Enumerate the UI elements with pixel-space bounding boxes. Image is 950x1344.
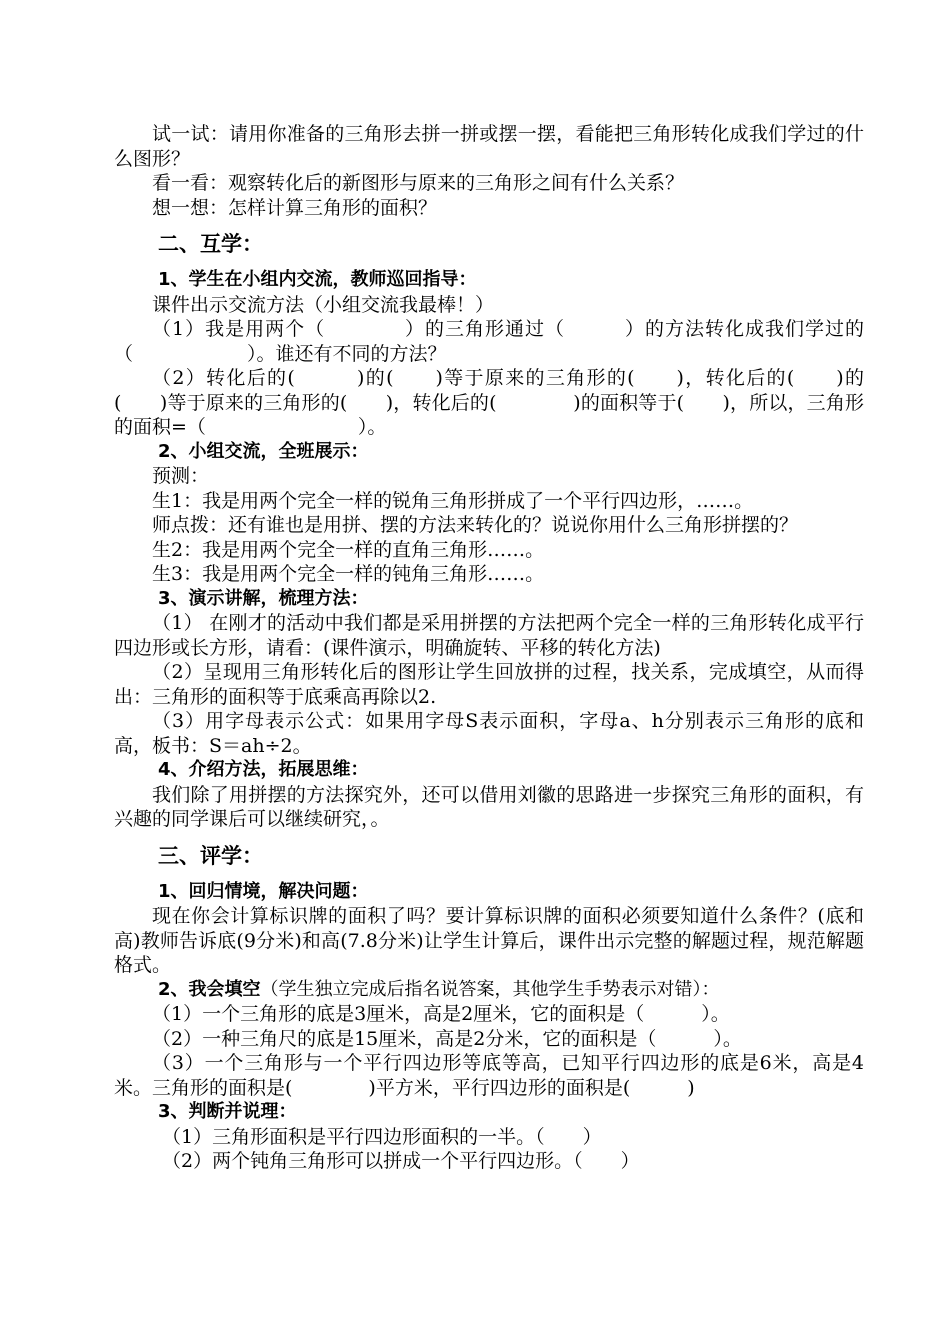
section-3-1-line: 现在你会计算标识牌的面积了吗？要计算标识牌的面积必须要知道什么条件？(底和高)教师告诉底(9分米)和高(7.8分米)让学生计算后，课件出示完整的解题过程，规范解题格式。: [114, 905, 864, 976]
section-3-title: 三、评学：: [158, 843, 263, 868]
section-3-3-heading: 3、判断并说理：: [158, 1101, 297, 1122]
section-3-2-note: （学生独立完成后指名说答案，其他学生手势表示对错）：: [260, 978, 720, 1000]
section-2-title: 二、互学：: [158, 232, 263, 256]
section-2-2-heading: 2、小组交流，全班展示：: [158, 440, 369, 462]
section-3-2-line: （1）一个三角形的底是3厘米，高是2厘米，它的面积是（ ）。: [152, 1003, 730, 1025]
section-2-4-line: 我们除了用拼摆的方法探究外，还可以借用刘徽的思路进一步探究三角形的面积，有兴趣的同学课后可以继续研究，。: [114, 783, 864, 830]
section-2-3-line: （2）呈现用三角形转化后的图形让学生回放拼的过程，找关系，完成填空，从而得出：三角形的面积等于底乘高再除以2.: [114, 661, 864, 708]
section-2-1-line: 课件出示交流方法（小组交流我最棒！）: [152, 293, 495, 316]
section-2-3-line: （1） 在刚才的活动中我们都是采用拼摆的方法把两个完全一样的三角形转化成平行四边形或长方形，请看：(课件演示，明确旋转、平移的转化方法): [114, 612, 864, 659]
section-2-2-line: 生2：我是用两个完全一样的直角三角形……。: [152, 538, 545, 561]
section-2-1-line: （2）转化后的( )的( )等于原来的三角形的( )，转化后的( )的( )等于原来的三角形的( )，转化后的( )的面积等于( )，所以，三角形的面积=（ ）。: [114, 367, 864, 438]
section-2-3-heading: 3、演示讲解，梳理方法：: [158, 587, 369, 609]
section-2-2-line: 生3：我是用两个完全一样的钝角三角形……。: [152, 563, 545, 585]
section-3-2-line: （3）一个三角形与一个平行四边形等底等高，已知平行四边形的底是6米，高是4米。三角形的面积是( )平方米，平行四边形的面积是( ): [114, 1052, 864, 1099]
section-2-4-heading: 4、介绍方法，拓展思维：: [158, 759, 369, 780]
section-2-1-line: （1）我是用两个（ ）的三角形通过（ ）的方法转化成我们学过的（ ）。谁还有不同的方法？: [114, 318, 864, 365]
section-3-2-heading-text: 2、我会填空: [158, 978, 261, 1000]
intro-look: 看一看：观察转化后的新图形与原来的三角形之间有什么关系？: [152, 172, 685, 194]
intro-think: 想一想：怎样计算三角形的面积？: [152, 196, 438, 219]
section-3-2-line: （2）一种三角尺的底是15厘米，高是2分米，它的面积是（ ）。: [152, 1027, 742, 1050]
section-2-2-line: 生1：我是用两个完全一样的锐角三角形拼成了一个平行四边形，……。: [152, 489, 754, 512]
section-2-1-heading: 1、学生在小组内交流，教师巡回指导：: [158, 269, 477, 290]
section-3-2-heading: [114, 978, 864, 1003]
section-3-1-heading: 1、回归情境，解决问题：: [158, 880, 369, 902]
section-2-2-line: 师点拨：还有谁也是用拼、摆的方法来转化的？说说你用什么三角形拼摆的？: [152, 514, 799, 536]
section-3-3-line: （1）三角形面积是平行四边形面积的一半。（ ）: [162, 1125, 602, 1148]
intro-try: 试一试：请用你准备的三角形去拼一拼或摆一摆，看能把三角形转化成我们学过的什么图形？: [114, 123, 864, 170]
section-2-3-line: （3）用字母表示公式：如果用字母S表示面积，字母a、h分别表示三角形的底和高，板书：S＝ah÷2。: [114, 710, 864, 757]
section-2-2-line: 预测：: [152, 465, 210, 487]
section-3-3-line: （2）两个钝角三角形可以拼成一个平行四边形。（ ）: [162, 1150, 640, 1172]
